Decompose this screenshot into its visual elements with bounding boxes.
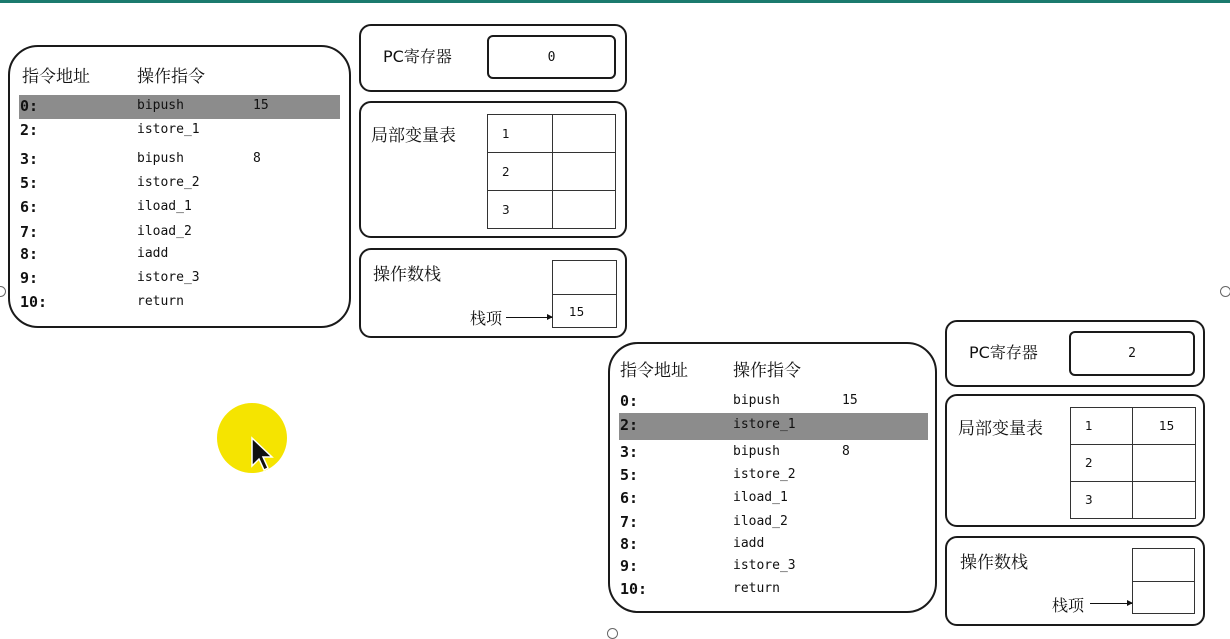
local-slot-value: 15: [1133, 408, 1196, 445]
instruction-opcode: iload_1: [137, 199, 192, 214]
stack-top-label-right: 栈项: [1052, 596, 1085, 615]
stack-cell-top: 15: [569, 305, 585, 319]
instruction-address: 10:: [20, 293, 48, 311]
pc-register-value-left: 0: [487, 35, 616, 79]
instruction-address: 9:: [620, 557, 639, 575]
instruction-address: 5:: [620, 466, 639, 484]
local-variable-table-left: [487, 114, 616, 229]
instruction-address: 3:: [20, 150, 39, 168]
local-slot-index: 3: [1071, 482, 1133, 519]
operand-stack-left: [552, 260, 617, 328]
local-slot-index: 3: [488, 191, 553, 229]
instruction-address: 0:: [20, 97, 39, 115]
resize-handle-bottom[interactable]: [607, 628, 618, 639]
header-instruction-right: 操作指令: [733, 361, 801, 381]
instruction-address: 2:: [620, 416, 639, 434]
local-slot-index: 2: [488, 153, 553, 191]
instruction-address: 6:: [620, 489, 639, 507]
instruction-operand: 8: [253, 151, 261, 166]
instruction-address: 10:: [620, 580, 648, 598]
instruction-operand: 15: [842, 393, 858, 408]
instruction-address: 9:: [20, 269, 39, 287]
instruction-address: 7:: [620, 513, 639, 531]
instruction-opcode: iload_2: [137, 224, 192, 239]
instruction-address: 2:: [20, 121, 39, 139]
instruction-opcode: istore_3: [137, 270, 200, 285]
mouse-pointer-icon: [250, 436, 276, 474]
instruction-opcode: istore_1: [733, 417, 796, 432]
instruction-opcode: bipush: [137, 98, 184, 113]
operand-stack-right: [1132, 548, 1195, 614]
instruction-opcode: bipush: [733, 444, 780, 459]
local-variable-label-left: 局部变量表: [371, 126, 456, 146]
local-variable-label-right: 局部变量表: [958, 419, 1043, 439]
resize-handle-left[interactable]: [0, 286, 6, 297]
header-instruction-left: 操作指令: [137, 67, 205, 87]
stack-cell: [553, 261, 616, 295]
instruction-operand: 8: [842, 444, 850, 459]
local-slot-value: [1133, 445, 1196, 482]
local-slot-value: [553, 191, 616, 229]
instruction-address: 8:: [20, 245, 39, 263]
local-slot-value: [1133, 482, 1196, 519]
instruction-opcode: return: [137, 294, 184, 309]
local-slot-value: [553, 115, 616, 153]
instruction-address: 7:: [20, 223, 39, 241]
instruction-address: 8:: [620, 535, 639, 553]
local-slot-index: 1: [488, 115, 553, 153]
resize-handle-right[interactable]: [1220, 286, 1230, 297]
instruction-opcode: istore_1: [137, 122, 200, 137]
stack-top-label-left: 栈项: [470, 309, 503, 328]
instruction-opcode: iload_2: [733, 514, 788, 529]
operand-stack-label-left: 操作数栈: [373, 265, 441, 285]
instruction-address: 5:: [20, 174, 39, 192]
instruction-opcode: bipush: [137, 151, 184, 166]
instruction-opcode: iload_1: [733, 490, 788, 505]
pc-register-value-right: 2: [1069, 331, 1195, 376]
instruction-opcode: istore_2: [137, 175, 200, 190]
instruction-address: 3:: [620, 443, 639, 461]
local-slot-value: [553, 153, 616, 191]
instruction-opcode: iadd: [137, 246, 169, 261]
instruction-opcode: iadd: [733, 536, 765, 551]
local-slot-index: 2: [1071, 445, 1133, 482]
local-variable-table-right: [1070, 407, 1196, 519]
instruction-operand: 15: [253, 98, 269, 113]
pc-register-label-left: PC寄存器: [383, 47, 452, 66]
header-address-right: 指令地址: [620, 361, 688, 381]
instruction-opcode: istore_3: [733, 558, 796, 573]
stack-cell: [1133, 549, 1194, 582]
instruction-address: 0:: [620, 392, 639, 410]
stack-top-arrow-right: [1090, 603, 1132, 604]
instruction-opcode: bipush: [733, 393, 780, 408]
header-address-left: 指令地址: [22, 67, 90, 87]
stack-top-arrow-left: [506, 317, 552, 318]
instruction-opcode: return: [733, 581, 780, 596]
local-slot-index: 1: [1071, 408, 1133, 445]
stack-cell-top: [1133, 582, 1194, 615]
operand-stack-label-right: 操作数栈: [960, 553, 1028, 573]
instruction-opcode: istore_2: [733, 467, 796, 482]
instruction-address: 6:: [20, 198, 39, 216]
window-top-bar: [0, 0, 1230, 3]
pc-register-label-right: PC寄存器: [969, 343, 1038, 362]
